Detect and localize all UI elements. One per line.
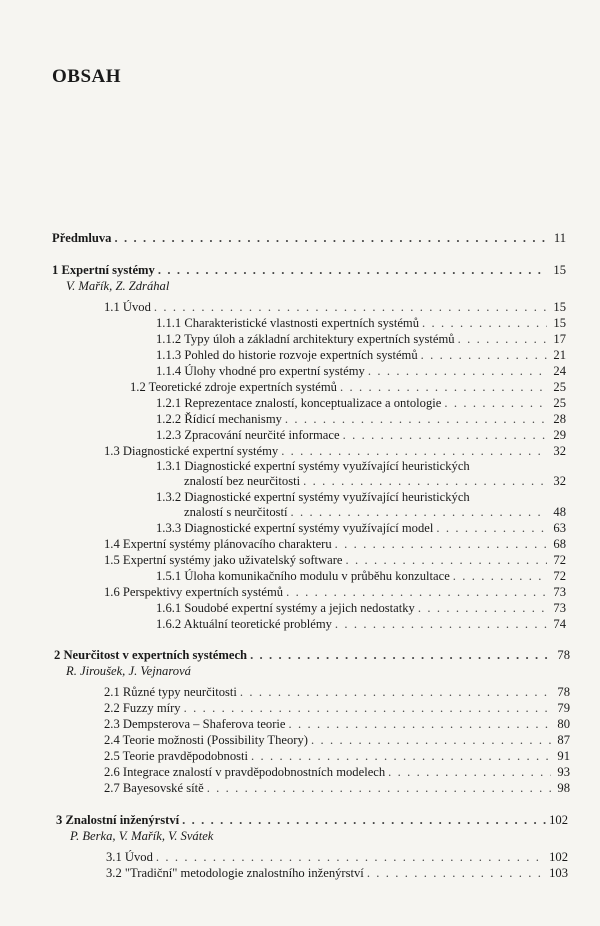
dot-leader bbox=[158, 263, 547, 278]
dot-leader bbox=[291, 505, 547, 520]
dot-leader bbox=[281, 444, 547, 459]
toc-entry bbox=[104, 733, 570, 748]
toc-entry-title: 2 Neurčitost v expertních systémech bbox=[54, 648, 248, 662]
dot-leader bbox=[182, 813, 546, 828]
toc-chapter-3 bbox=[56, 813, 568, 828]
toc-entry-title: 2.7 Bayesovské sítě bbox=[104, 781, 204, 795]
toc-entry-page: 68 bbox=[553, 537, 566, 551]
toc-entry-page: 24 bbox=[553, 364, 566, 378]
dot-leader bbox=[421, 348, 547, 363]
toc-entry bbox=[130, 380, 566, 395]
toc-entry-page: 25 bbox=[553, 396, 566, 410]
toc-entry-page: 48 bbox=[553, 505, 566, 519]
toc-entry bbox=[104, 717, 570, 732]
toc-entry-page: 15 bbox=[553, 316, 566, 330]
toc-entry-page: 32 bbox=[553, 474, 566, 488]
toc-entry bbox=[156, 521, 566, 536]
toc-entry bbox=[104, 781, 570, 796]
dot-leader bbox=[184, 701, 551, 716]
dot-leader bbox=[388, 765, 551, 780]
toc-entry-page: 25 bbox=[553, 380, 566, 394]
toc-entry-page: 32 bbox=[553, 444, 566, 458]
toc-entry-title: 1.1.3 Pohled do historie rozvoje expertních systémů bbox=[156, 348, 418, 362]
toc-entry bbox=[156, 316, 566, 331]
toc-entry bbox=[106, 866, 568, 881]
dot-leader bbox=[335, 617, 547, 632]
toc-entry-title: 1.2 Teoretické zdroje expertních systémů bbox=[130, 380, 337, 394]
toc-entry bbox=[156, 396, 566, 411]
toc-entry-page: 29 bbox=[553, 428, 566, 442]
toc-entry-title: znalostí bez neurčitosti bbox=[184, 474, 301, 488]
dot-leader bbox=[311, 733, 551, 748]
chapter-authors: P. Berka, V. Mařík, V. Svátek bbox=[70, 829, 214, 843]
toc-entry-title: 1.3.1 Diagnostické expertní systémy využívající heuristických bbox=[156, 459, 470, 473]
toc-entry-page: 21 bbox=[553, 348, 566, 362]
toc-entry bbox=[104, 553, 566, 568]
dot-leader bbox=[154, 300, 547, 315]
dot-leader bbox=[340, 380, 547, 395]
toc-entry-page: 102 bbox=[549, 850, 568, 864]
toc-entry bbox=[156, 617, 566, 632]
dot-leader bbox=[418, 601, 547, 616]
toc-entry-title: Předmluva bbox=[52, 231, 112, 245]
toc-entry-predmluva bbox=[52, 231, 566, 246]
dot-leader bbox=[343, 428, 547, 443]
toc-entry-title: 1.2.2 Řídicí mechanismy bbox=[156, 412, 282, 426]
toc-entry bbox=[106, 850, 568, 865]
dot-leader bbox=[114, 231, 547, 246]
dot-leader bbox=[368, 364, 547, 379]
dot-leader bbox=[250, 648, 551, 663]
toc-entry bbox=[104, 300, 566, 315]
toc-entry-title: znalostí s neurčitostí bbox=[184, 505, 288, 519]
toc-entry-title: 3.1 Úvod bbox=[106, 850, 153, 864]
toc-entry bbox=[104, 537, 566, 552]
toc-entry-title: 1.6.2 Aktuální teoretické problémy bbox=[156, 617, 332, 631]
dot-leader bbox=[207, 781, 551, 796]
toc-entry bbox=[156, 332, 566, 347]
toc-entry-page: 28 bbox=[553, 412, 566, 426]
toc-entry bbox=[104, 701, 570, 716]
toc-entry-title: 1.6.1 Soudobé expertní systémy a jejich nedostatky bbox=[156, 601, 415, 615]
toc-entry-title: 1.5 Expertní systémy jako uživatelský software bbox=[104, 553, 343, 567]
toc-entry-page: 72 bbox=[553, 569, 566, 583]
dot-leader bbox=[436, 521, 547, 536]
dot-leader bbox=[367, 866, 546, 881]
toc-entry bbox=[104, 765, 570, 780]
toc-entry-page: 98 bbox=[557, 781, 570, 795]
toc-entry-title: 1.5.1 Úloha komunikačního modulu v průběhu konzultace bbox=[156, 569, 450, 583]
chapter-authors: V. Mařík, Z. Zdráhal bbox=[66, 279, 170, 293]
toc-entry bbox=[104, 685, 570, 700]
dot-leader bbox=[444, 396, 547, 411]
toc-entry-page: 73 bbox=[553, 601, 566, 615]
toc-entry-page: 72 bbox=[553, 553, 566, 567]
toc-entry-page: 103 bbox=[549, 866, 568, 880]
toc-entry bbox=[104, 585, 566, 600]
toc-entry-title: 1.6 Perspektivy expertních systémů bbox=[104, 585, 284, 599]
toc-entry bbox=[156, 569, 566, 584]
dot-leader bbox=[240, 685, 551, 700]
toc-entry-title: 3.2 "Tradiční" metodologie znalostního inženýrství bbox=[106, 866, 364, 880]
toc-chapter-2 bbox=[54, 648, 570, 663]
toc-entry-title: 1.2.1 Reprezentace znalostí, konceptualizace a ontologie bbox=[156, 396, 442, 410]
toc-entry-title: 2.3 Dempsterova – Shaferova teorie bbox=[104, 717, 286, 731]
toc-entry bbox=[156, 364, 566, 379]
toc-entry-page: 74 bbox=[553, 617, 566, 631]
dot-leader bbox=[303, 474, 547, 489]
toc-entry-title: 1.1 Úvod bbox=[104, 300, 151, 314]
dot-leader bbox=[286, 585, 547, 600]
toc-entry-title: 1.4 Expertní systémy plánovacího charakteru bbox=[104, 537, 332, 551]
dot-leader bbox=[458, 332, 547, 347]
toc-entry-page: 63 bbox=[553, 521, 566, 535]
dot-leader bbox=[453, 569, 547, 584]
toc-entry-page: 17 bbox=[553, 332, 566, 346]
toc-entry-page: 79 bbox=[557, 701, 570, 715]
toc-entry-page: 80 bbox=[557, 717, 570, 731]
toc-entry-page: 78 bbox=[557, 648, 570, 662]
toc-entry-title: 2.2 Fuzzy míry bbox=[104, 701, 181, 715]
toc-entry-page: 93 bbox=[557, 765, 570, 779]
toc-entry-page: 15 bbox=[553, 300, 566, 314]
toc-entry-page: 11 bbox=[553, 231, 566, 245]
toc-entry-title: 2.5 Teorie pravděpodobnosti bbox=[104, 749, 249, 763]
toc-entry-title: 2.6 Integrace znalostí v pravděpodobnostních modelech bbox=[104, 765, 386, 779]
dot-leader bbox=[156, 850, 546, 865]
toc-entry-page: 102 bbox=[549, 813, 568, 827]
chapter-authors: R. Jiroušek, J. Vejnarová bbox=[66, 664, 191, 678]
toc-entry bbox=[104, 749, 570, 764]
toc-entry-title: 2.4 Teorie možnosti (Possibility Theory) bbox=[104, 733, 308, 747]
toc-entry-page: 78 bbox=[557, 685, 570, 699]
toc-entry-title: 1.2.3 Zpracování neurčité informace bbox=[156, 428, 340, 442]
toc-entry-page: 73 bbox=[553, 585, 566, 599]
page-title: OBSAH bbox=[52, 66, 122, 87]
toc-entry bbox=[156, 412, 566, 427]
toc-entry-page: 91 bbox=[557, 749, 570, 763]
toc-entry-title: 2.1 Různé typy neurčitosti bbox=[104, 685, 237, 699]
toc-entry bbox=[184, 474, 566, 489]
toc-entry-title: 1 Expertní systémy bbox=[52, 263, 155, 277]
toc-chapter-1 bbox=[52, 263, 566, 278]
toc-entry-title: 1.3.2 Diagnostické expertní systémy využívající heuristických bbox=[156, 490, 470, 504]
toc-entry-title: 1.1.4 Úlohy vhodné pro expertní systémy bbox=[156, 364, 365, 378]
dot-leader bbox=[346, 553, 547, 568]
toc-entry bbox=[104, 444, 566, 459]
dot-leader bbox=[422, 316, 547, 331]
toc-entry-title: 3 Znalostní inženýrství bbox=[56, 813, 180, 827]
toc-entry bbox=[156, 428, 566, 443]
toc-entry-title: 1.3 Diagnostické expertní systémy bbox=[104, 444, 279, 458]
toc-entry bbox=[156, 348, 566, 363]
toc-entry-title: 1.1.2 Typy úloh a základní architektury expertních systémů bbox=[156, 332, 455, 346]
toc-entry-title: 1.1.1 Charakteristické vlastnosti expertních systémů bbox=[156, 316, 420, 330]
dot-leader bbox=[285, 412, 547, 427]
toc-entry-title: 1.3.3 Diagnostické expertní systémy využívající model bbox=[156, 521, 434, 535]
toc-entry-page: 87 bbox=[557, 733, 570, 747]
toc-entry bbox=[184, 505, 566, 520]
dot-leader bbox=[289, 717, 552, 732]
toc-entry-page: 15 bbox=[553, 263, 566, 277]
dot-leader bbox=[251, 749, 551, 764]
dot-leader bbox=[335, 537, 547, 552]
toc-entry bbox=[156, 601, 566, 616]
